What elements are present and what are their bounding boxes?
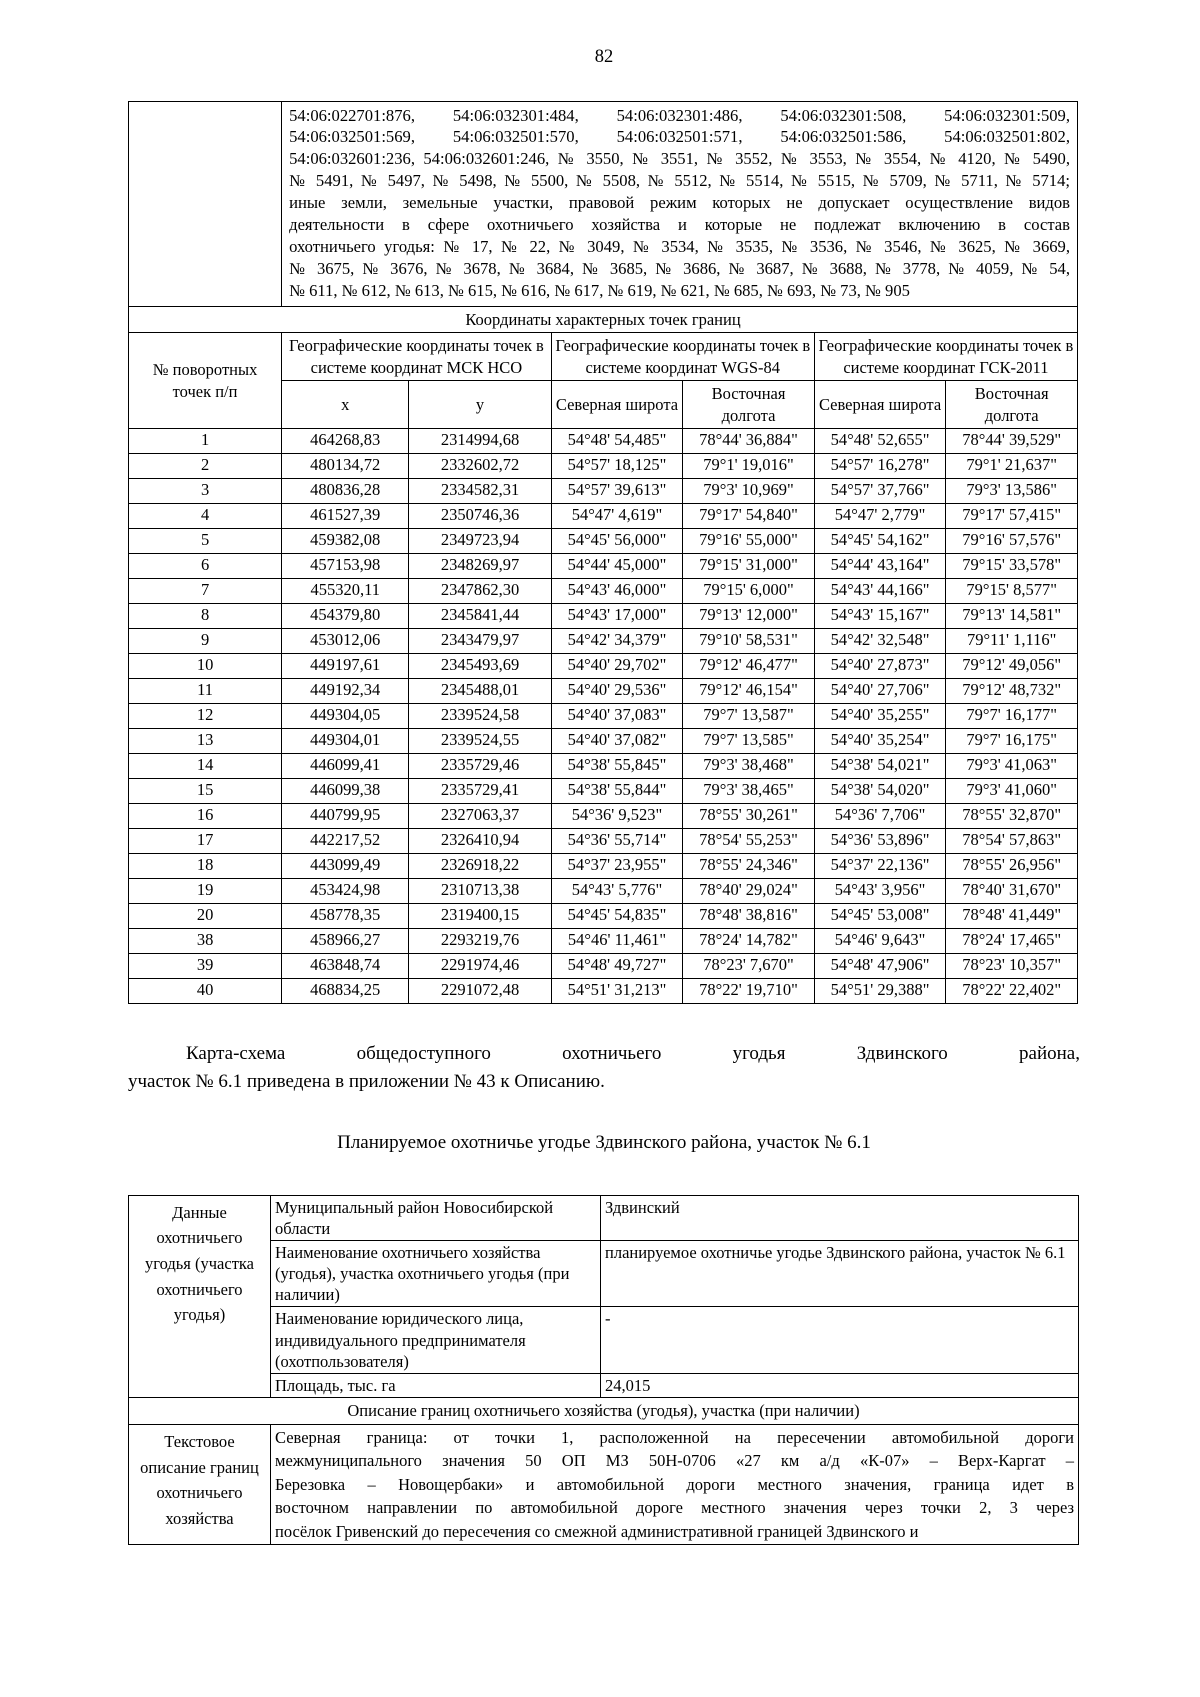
cell-msk-x: 459382,08	[282, 529, 409, 554]
cell-gsk-lon: 79°15' 33,578"	[946, 554, 1078, 579]
cadastre-line: иные земли, земельные участки, правовой режим которых не допускает осуществление видов	[289, 193, 1070, 213]
cell-point-number: 19	[129, 879, 282, 904]
cell-gsk-lon: 79°1' 21,637"	[946, 454, 1078, 479]
cell-gsk-lat: 54°47' 2,779"	[814, 504, 946, 529]
cell-msk-y: 2343479,97	[409, 629, 551, 654]
cell-msk-x: 480134,72	[282, 454, 409, 479]
info-value: -	[601, 1307, 1079, 1373]
map-scheme-paragraph	[128, 1040, 1080, 1095]
cell-wgs-lon: 79°1' 19,016"	[683, 454, 815, 479]
cell-wgs-lon: 79°3' 38,468"	[683, 754, 815, 779]
table-row	[129, 829, 1078, 854]
cell-wgs-lon: 78°24' 14,782"	[683, 929, 815, 954]
cadastre-line: 54:06:032501:569, 54:06:032501:570, 54:06:032501:571, 54:06:032501:586, 54:06:032501:802,	[289, 127, 1070, 147]
cell-wgs-lat: 54°45' 54,835"	[551, 904, 683, 929]
cell-gsk-lat: 54°46' 9,643"	[814, 929, 946, 954]
cell-gsk-lat: 54°36' 53,896"	[814, 829, 946, 854]
cell-wgs-lon: 79°13' 12,000"	[683, 604, 815, 629]
table-row	[129, 879, 1078, 904]
cell-msk-x: 449192,34	[282, 679, 409, 704]
cell-wgs-lat: 54°42' 34,379"	[551, 629, 683, 654]
cell-wgs-lat: 54°36' 9,523"	[551, 804, 683, 829]
header-sub-lat-wgs: Северная широта	[551, 381, 683, 429]
cell-msk-x: 454379,80	[282, 604, 409, 629]
header-msk-nso: Географические координаты точек в системе координат МСК НСО	[282, 333, 552, 381]
cell-msk-y: 2349723,94	[409, 529, 551, 554]
cell-msk-y: 2326410,94	[409, 829, 551, 854]
borders-description-row	[129, 1424, 1079, 1544]
cell-wgs-lon: 79°16' 55,000"	[683, 529, 815, 554]
table-row	[129, 629, 1078, 654]
cell-gsk-lon: 79°12' 48,732"	[946, 679, 1078, 704]
cell-point-number: 10	[129, 654, 282, 679]
cell-msk-x: 480836,28	[282, 479, 409, 504]
cell-point-number: 39	[129, 954, 282, 979]
cell-wgs-lat: 54°43' 5,776"	[551, 879, 683, 904]
cell-msk-y: 2314994,68	[409, 429, 551, 454]
description-line: восточном направлении по автомобильной дороге местного значения через точки 2, 3 через	[275, 1498, 1074, 1518]
info-row	[129, 1195, 1079, 1240]
table-row	[129, 904, 1078, 929]
info-value: Здвинский	[601, 1195, 1079, 1240]
table-row	[129, 854, 1078, 879]
info-row-label-text-description: Текстовое описание границ охотничьего хозяйства	[129, 1424, 271, 1544]
cell-point-number: 15	[129, 779, 282, 804]
cell-gsk-lat: 54°40' 27,706"	[814, 679, 946, 704]
cell-gsk-lat: 54°40' 35,254"	[814, 729, 946, 754]
cell-msk-y: 2291974,46	[409, 954, 551, 979]
cell-gsk-lat: 54°38' 54,020"	[814, 779, 946, 804]
cell-point-number: 2	[129, 454, 282, 479]
description-line: Северная граница: от точки 1, расположенной на пересечении автомобильной дороги	[275, 1427, 1074, 1447]
cell-msk-y: 2293219,76	[409, 929, 551, 954]
cell-msk-x: 458966,27	[282, 929, 409, 954]
header-sub-lon-wgs: Восточная долгота	[683, 381, 815, 429]
cell-wgs-lat: 54°45' 56,000"	[551, 529, 683, 554]
cell-gsk-lon: 79°3' 13,586"	[946, 479, 1078, 504]
cell-msk-y: 2335729,46	[409, 754, 551, 779]
cell-point-number: 16	[129, 804, 282, 829]
cell-gsk-lon: 78°54' 57,863"	[946, 829, 1078, 854]
cell-msk-y: 2350746,36	[409, 504, 551, 529]
cell-gsk-lat: 54°36' 7,706"	[814, 804, 946, 829]
cell-msk-y: 2334582,31	[409, 479, 551, 504]
coordinates-header-row-1	[129, 333, 1078, 381]
table-row	[129, 679, 1078, 704]
cell-msk-x: 453012,06	[282, 629, 409, 654]
cell-gsk-lat: 54°57' 37,766"	[814, 479, 946, 504]
cell-msk-x: 458778,35	[282, 904, 409, 929]
cadastre-line: деятельности в сфере охотничьего хозяйства и которые не подлежат включению в состав	[289, 215, 1070, 235]
cell-msk-y: 2335729,41	[409, 779, 551, 804]
cell-wgs-lat: 54°40' 29,702"	[551, 654, 683, 679]
description-line: межмуниципального значения 50 ОП МЗ 50Н-0706 «27 км а/д «К-07» – Верх-Каргат –	[275, 1451, 1074, 1471]
cell-point-number: 12	[129, 704, 282, 729]
cell-wgs-lat: 54°48' 54,485"	[551, 429, 683, 454]
cell-wgs-lon: 78°22' 19,710"	[683, 979, 815, 1004]
cadastre-row	[129, 101, 1078, 307]
cell-wgs-lon: 79°3' 10,969"	[683, 479, 815, 504]
cell-gsk-lon: 79°7' 16,177"	[946, 704, 1078, 729]
cell-wgs-lon: 78°48' 38,816"	[683, 904, 815, 929]
cell-wgs-lat: 54°40' 37,083"	[551, 704, 683, 729]
cell-point-number: 8	[129, 604, 282, 629]
cell-gsk-lon: 78°44' 39,529"	[946, 429, 1078, 454]
description-line: Березовка – Новощербаки» и автомобильной дороги местного значения, граница идет в	[275, 1474, 1074, 1494]
header-sub-y: y	[409, 381, 551, 429]
cell-wgs-lon: 79°12' 46,477"	[683, 654, 815, 679]
cell-point-number: 3	[129, 479, 282, 504]
cell-point-number: 1	[129, 429, 282, 454]
cell-wgs-lon: 78°55' 30,261"	[683, 804, 815, 829]
cell-gsk-lon: 78°22' 22,402"	[946, 979, 1078, 1004]
cell-gsk-lat: 54°45' 53,008"	[814, 904, 946, 929]
cell-msk-y: 2326918,22	[409, 854, 551, 879]
table-row	[129, 779, 1078, 804]
cell-wgs-lat: 54°44' 45,000"	[551, 554, 683, 579]
info-key: Наименование юридического лица, индивидуального предпринимателя (охотпользователя)	[271, 1307, 601, 1373]
cell-gsk-lon: 79°3' 41,060"	[946, 779, 1078, 804]
cell-msk-y: 2327063,37	[409, 804, 551, 829]
cell-gsk-lat: 54°48' 47,906"	[814, 954, 946, 979]
cell-msk-x: 457153,98	[282, 554, 409, 579]
cadastre-line: 54:06:032601:236, 54:06:032601:246, № 3550, № 3551, № 3552, № 3553, № 3554, № 4120, № 5490,	[289, 149, 1070, 169]
coordinates-section-title-row	[129, 307, 1078, 333]
cell-point-number: 38	[129, 929, 282, 954]
cell-msk-x: 468834,25	[282, 979, 409, 1004]
cell-wgs-lat: 54°51' 31,213"	[551, 979, 683, 1004]
cell-msk-y: 2345488,01	[409, 679, 551, 704]
cell-msk-x: 443099,49	[282, 854, 409, 879]
cell-gsk-lon: 79°13' 14,581"	[946, 604, 1078, 629]
table-row	[129, 929, 1078, 954]
cell-msk-y: 2348269,97	[409, 554, 551, 579]
cell-point-number: 20	[129, 904, 282, 929]
table-row	[129, 554, 1078, 579]
cell-msk-x: 440799,95	[282, 804, 409, 829]
cell-gsk-lat: 54°38' 54,021"	[814, 754, 946, 779]
cell-wgs-lon: 79°10' 58,531"	[683, 629, 815, 654]
cell-gsk-lat: 54°42' 32,548"	[814, 629, 946, 654]
cell-wgs-lon: 78°44' 36,884"	[683, 429, 815, 454]
paragraph-line-2: участок № 6.1 приведена в приложении № 43 к Описанию.	[128, 1070, 605, 1092]
cell-msk-x: 464268,83	[282, 429, 409, 454]
header-sub-lat-gsk: Северная широта	[814, 381, 946, 429]
header-point-number: № поворотных точек п/п	[129, 333, 282, 429]
cell-wgs-lon: 79°12' 46,154"	[683, 679, 815, 704]
cell-wgs-lat: 54°37' 23,955"	[551, 854, 683, 879]
borders-description-title: Описание границ охотничьего хозяйства (угодья), участка (при наличии)	[129, 1397, 1079, 1424]
cell-wgs-lon: 79°7' 13,587"	[683, 704, 815, 729]
cell-msk-y: 2291072,48	[409, 979, 551, 1004]
paragraph-line-1: Карта-схема общедоступного охотничьего угодья Здвинского района,	[186, 1043, 1080, 1065]
cell-point-number: 9	[129, 629, 282, 654]
cell-point-number: 4	[129, 504, 282, 529]
hunting-ground-info-table	[128, 1195, 1079, 1545]
cell-wgs-lat: 54°57' 18,125"	[551, 454, 683, 479]
cell-gsk-lat: 54°37' 22,136"	[814, 854, 946, 879]
cell-gsk-lat: 54°40' 27,873"	[814, 654, 946, 679]
cell-point-number: 5	[129, 529, 282, 554]
header-wgs84: Географические координаты точек в системе координат WGS-84	[551, 333, 814, 381]
coordinates-body	[129, 429, 1078, 1004]
cell-msk-x: 461527,39	[282, 504, 409, 529]
table-row	[129, 954, 1078, 979]
cell-point-number: 18	[129, 854, 282, 879]
page-number: 82	[594, 47, 614, 67]
cell-wgs-lon: 78°55' 24,346"	[683, 854, 815, 879]
cell-gsk-lat: 54°57' 16,278"	[814, 454, 946, 479]
cell-msk-y: 2345841,44	[409, 604, 551, 629]
cell-gsk-lon: 78°23' 10,357"	[946, 954, 1078, 979]
cell-msk-x: 449304,01	[282, 729, 409, 754]
cell-msk-x: 455320,11	[282, 579, 409, 604]
cell-gsk-lat: 54°51' 29,388"	[814, 979, 946, 1004]
cell-wgs-lat: 54°57' 39,613"	[551, 479, 683, 504]
cell-gsk-lon: 79°3' 41,063"	[946, 754, 1078, 779]
table-row	[129, 429, 1078, 454]
table-row	[129, 754, 1078, 779]
header-sub-lon-gsk: Восточная долгота	[946, 381, 1078, 429]
table-row	[129, 454, 1078, 479]
info-value: планируемое охотничье угодье Здвинского района, участок № 6.1	[601, 1241, 1079, 1307]
cell-wgs-lat: 54°38' 55,844"	[551, 779, 683, 804]
cell-msk-x: 446099,38	[282, 779, 409, 804]
cell-msk-y: 2345493,69	[409, 654, 551, 679]
header-gsk2011: Географические координаты точек в системе координат ГСК-2011	[814, 333, 1077, 381]
cell-point-number: 11	[129, 679, 282, 704]
cell-gsk-lat: 54°45' 54,162"	[814, 529, 946, 554]
cell-msk-x: 463848,74	[282, 954, 409, 979]
table-row	[129, 604, 1078, 629]
borders-description-text	[271, 1424, 1079, 1544]
cell-point-number: 7	[129, 579, 282, 604]
cell-wgs-lat: 54°43' 17,000"	[551, 604, 683, 629]
cell-msk-x: 446099,41	[282, 754, 409, 779]
table-row	[129, 529, 1078, 554]
cell-gsk-lat: 54°48' 52,655"	[814, 429, 946, 454]
cell-msk-y: 2310713,38	[409, 879, 551, 904]
cell-wgs-lon: 79°3' 38,465"	[683, 779, 815, 804]
cell-point-number: 13	[129, 729, 282, 754]
info-key: Муниципальный район Новосибирской области	[271, 1195, 601, 1240]
cell-wgs-lat: 54°36' 55,714"	[551, 829, 683, 854]
info-row-label-data: Данные охотничьего угодья (участка охотничьего угодья)	[129, 1195, 271, 1397]
cell-msk-x: 449197,61	[282, 654, 409, 679]
cell-gsk-lon: 79°7' 16,175"	[946, 729, 1078, 754]
cell-wgs-lat: 54°43' 46,000"	[551, 579, 683, 604]
cadastre-line: 54:06:022701:876, 54:06:032301:484, 54:06:032301:486, 54:06:032301:508, 54:06:032301:509,	[289, 105, 1070, 125]
cadastre-list-cell	[282, 101, 1078, 307]
cell-wgs-lon: 79°15' 6,000"	[683, 579, 815, 604]
cell-msk-y: 2319400,15	[409, 904, 551, 929]
cell-point-number: 14	[129, 754, 282, 779]
cell-point-number: 6	[129, 554, 282, 579]
info-value: 24,015	[601, 1373, 1079, 1397]
cell-point-number: 17	[129, 829, 282, 854]
info-row	[129, 1373, 1079, 1397]
table-row	[129, 479, 1078, 504]
cell-wgs-lon: 78°40' 29,024"	[683, 879, 815, 904]
cell-gsk-lat: 54°43' 15,167"	[814, 604, 946, 629]
cell-gsk-lat: 54°43' 44,166"	[814, 579, 946, 604]
cell-msk-x: 453424,98	[282, 879, 409, 904]
cell-wgs-lat: 54°48' 49,727"	[551, 954, 683, 979]
cell-gsk-lon: 78°55' 32,870"	[946, 804, 1078, 829]
header-sub-x: x	[282, 381, 409, 429]
cadastre-line: № 3675, № 3676, № 3678, № 3684, № 3685, № 3686, № 3687, № 3688, № 3778, № 4059, № 54,	[289, 259, 1070, 279]
cadastre-line: охотничьего угодья: № 17, № 22, № 3049, № 3534, № 3535, № 3536, № 3546, № 3625, № 3669,	[289, 237, 1070, 257]
table-row	[129, 979, 1078, 1004]
table-row	[129, 704, 1078, 729]
borders-title-row	[129, 1397, 1079, 1424]
cell-gsk-lon: 79°17' 57,415"	[946, 504, 1078, 529]
coordinates-table	[128, 101, 1078, 1005]
info-key: Наименование охотничьего хозяйства (угодья), участка охотничьего угодья (при наличии)	[271, 1241, 601, 1307]
cell-msk-y: 2347862,30	[409, 579, 551, 604]
cell-gsk-lon: 79°12' 49,056"	[946, 654, 1078, 679]
info-row	[129, 1307, 1079, 1373]
cadastre-line: № 5491, № 5497, № 5498, № 5500, № 5508, № 5512, № 5514, № 5515, № 5709, № 5711, № 5714;	[289, 171, 1070, 191]
cell-msk-x: 449304,05	[282, 704, 409, 729]
cell-msk-y: 2339524,58	[409, 704, 551, 729]
cell-msk-y: 2339524,55	[409, 729, 551, 754]
cell-gsk-lat: 54°43' 3,956"	[814, 879, 946, 904]
description-line: посёлок Гривенский до пересечения со смежной административной границей Здвинского и	[275, 1521, 919, 1541]
cell-wgs-lon: 78°23' 7,670"	[683, 954, 815, 979]
cell-wgs-lon: 79°15' 31,000"	[683, 554, 815, 579]
table-row	[129, 504, 1078, 529]
cell-gsk-lon: 79°16' 57,576"	[946, 529, 1078, 554]
cell-gsk-lon: 78°24' 17,465"	[946, 929, 1078, 954]
cell-gsk-lon: 79°15' 8,577"	[946, 579, 1078, 604]
cell-msk-x: 442217,52	[282, 829, 409, 854]
cell-wgs-lat: 54°46' 11,461"	[551, 929, 683, 954]
cell-gsk-lon: 78°48' 41,449"	[946, 904, 1078, 929]
cell-gsk-lon: 78°55' 26,956"	[946, 854, 1078, 879]
info-row	[129, 1241, 1079, 1307]
cell-gsk-lat: 54°44' 43,164"	[814, 554, 946, 579]
section-heading: Планируемое охотничье угодье Здвинского района, участок № 6.1	[337, 1132, 871, 1154]
cell-wgs-lat: 54°38' 55,845"	[551, 754, 683, 779]
table-row	[129, 804, 1078, 829]
cell-gsk-lon: 79°11' 1,116"	[946, 629, 1078, 654]
coordinates-section-title: Координаты характерных точек границ	[129, 307, 1078, 333]
info-key: Площадь, тыс. га	[271, 1373, 601, 1397]
cell-wgs-lon: 79°7' 13,585"	[683, 729, 815, 754]
cell-wgs-lat: 54°47' 4,619"	[551, 504, 683, 529]
cell-wgs-lon: 79°17' 54,840"	[683, 504, 815, 529]
cell-wgs-lat: 54°40' 29,536"	[551, 679, 683, 704]
table-row	[129, 579, 1078, 604]
cell-gsk-lat: 54°40' 35,255"	[814, 704, 946, 729]
cell-wgs-lat: 54°40' 37,082"	[551, 729, 683, 754]
cadastre-line: № 611, № 612, № 613, № 615, № 616, № 617, № 619, № 621, № 685, № 693, № 73, № 905	[289, 281, 910, 301]
cell-gsk-lon: 78°40' 31,670"	[946, 879, 1078, 904]
table-row	[129, 654, 1078, 679]
table-row	[129, 729, 1078, 754]
cadastre-label-cell	[129, 101, 282, 307]
cell-msk-y: 2332602,72	[409, 454, 551, 479]
cell-point-number: 40	[129, 979, 282, 1004]
cell-wgs-lon: 78°54' 55,253"	[683, 829, 815, 854]
